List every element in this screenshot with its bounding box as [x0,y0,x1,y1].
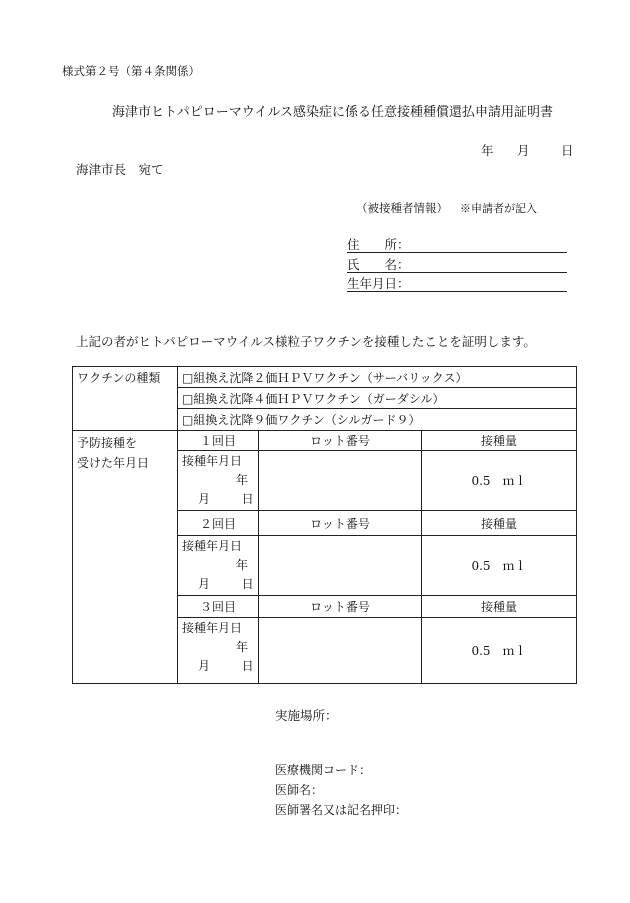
issue-date [481,141,574,159]
date-label-1: 接種年月日 [182,454,243,468]
address-label: 住 所： [347,237,410,252]
vaccine-option-2valent[interactable]: □組換え沈降２価ＨＰＶワクチン（サーバリックス） [178,367,577,388]
dose-header-3: 接種量 [422,596,577,618]
venue-label: 実施場所： [275,708,338,723]
date-year-1: 年 [235,473,248,487]
lot-header-1: ロット番号 [259,431,422,451]
lot-header-2: ロット番号 [259,511,422,536]
dose-amount-3: 0.5 ｍｌ [422,618,577,684]
document-title: 海津市ヒトパピローマウイルス感染症に係る任意接種種償還払申請用証明書 [112,105,553,120]
vaccination-date-cell-1[interactable] [178,451,259,511]
date-month-1: 月 [198,492,211,506]
dose-amount-2: 0.5 ｍｌ [422,536,577,596]
doctor-name-label: 医師名： [275,783,324,797]
name-label: 氏 名： [347,257,410,272]
certification-statement: 上記の者がヒトパピローマウイルス様粒子ワクチンを接種したことを証明します。 [76,334,536,349]
dose-round-3: ３回目 [178,596,259,618]
recipient-info-heading: （被接種者情報） [356,201,448,215]
vaccination-date-cell-2[interactable] [178,536,259,596]
vaccine-type-label: ワクチンの種類 [73,367,178,431]
date-year-2: 年 [235,558,248,572]
address-field[interactable] [347,235,567,253]
lot-number-cell-1[interactable] [259,451,422,511]
date-label-2: 接種年月日 [182,539,243,553]
dose-header-2: 接種量 [422,511,577,536]
lot-header-3: ロット番号 [259,596,422,618]
vaccination-label-line2: 受けた年月日 [77,456,150,470]
vaccination-label-line1: 予防接種を [77,436,138,450]
date-year: 年 [481,143,494,158]
lot-number-cell-2[interactable] [259,536,422,596]
dose-amount-1: 0.5 ｍｌ [422,451,577,511]
date-day-3: 日 [241,659,254,673]
date-day: 日 [561,143,574,158]
date-year-3: 年 [235,640,248,654]
dose-round-1: １回目 [178,431,259,451]
dose-round-2: ２回目 [178,511,259,536]
institution-code-label: 医療機関コード： [275,763,372,777]
date-month: 月 [517,143,530,158]
doctor-signature-label: 医師署名又は記名押印： [275,803,408,817]
vaccine-option-9valent[interactable]: □組換え沈降９価ワクチン（シルガード９） [178,409,577,431]
dose-header-1: 接種量 [422,431,577,451]
lot-number-cell-3[interactable] [259,618,422,684]
date-day-1: 日 [241,492,254,506]
recipient-info-note: ※申請者が記入 [460,202,537,215]
birthdate-label: 生年月日： [347,276,410,291]
vaccination-date-cell-3[interactable] [178,618,259,684]
birthdate-field[interactable] [347,274,567,292]
date-day-2: 日 [241,577,254,591]
date-month-3: 月 [198,659,211,673]
vaccination-date-label [73,431,178,684]
vaccine-option-4valent[interactable]: □組換え沈降４価ＨＰＶワクチン（ガーダシル） [178,388,577,409]
date-month-2: 月 [198,577,211,591]
vaccination-table [72,366,577,684]
name-field[interactable] [347,255,567,273]
form-number: 様式第２号（第４条関係） [62,64,200,78]
date-label-3: 接種年月日 [182,621,243,635]
addressee: 海津市長 宛て [76,162,164,177]
